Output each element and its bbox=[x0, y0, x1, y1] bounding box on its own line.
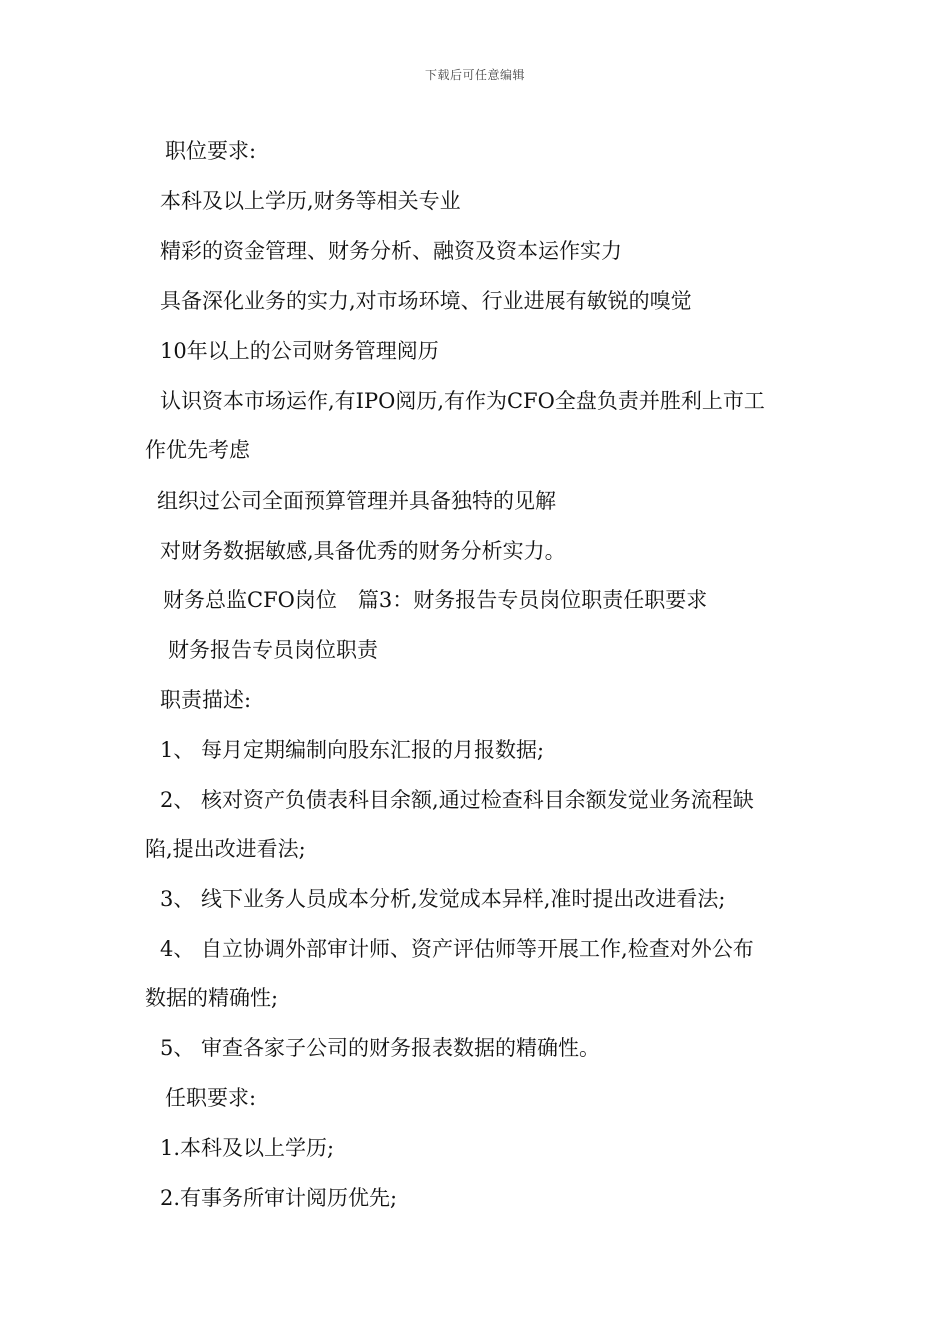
text-line: 1.本科及以上学历; bbox=[160, 1136, 335, 1160]
text-line: 财务总监CFO岗位 篇3：财务报告专员岗位职责任职要求 bbox=[163, 588, 708, 612]
text-line: 任职要求: bbox=[165, 1086, 257, 1110]
text-line: 陷,提出改进看法; bbox=[145, 837, 306, 861]
text-line: 本科及以上学历,财务等相关专业 bbox=[160, 189, 461, 213]
text-line: 认识资本市场运作,有IPO阅历,有作为CFO全盘负责并胜利上市工 bbox=[160, 389, 765, 413]
text-line: 4、 自立协调外部审计师、资产评估师等开展工作,检查对外公布 bbox=[160, 937, 754, 961]
text-line: 职责描述: bbox=[160, 688, 252, 712]
text-line: 2.有事务所审计阅历优先; bbox=[160, 1186, 398, 1210]
text-line: 1、 每月定期编制向股东汇报的月报数据; bbox=[160, 738, 545, 762]
text-line: 2、 核对资产负债表科目余额,通过检查科目余额发觉业务流程缺 bbox=[160, 788, 754, 812]
text-line: 具备深化业务的实力,对市场环境、行业进展有敏锐的嗅觉 bbox=[160, 289, 692, 313]
text-line: 职位要求: bbox=[165, 139, 257, 163]
text-line: 组织过公司全面预算管理并具备独特的见解 bbox=[157, 489, 556, 513]
page-header: 下载后可任意编辑 bbox=[424, 68, 525, 82]
text-line: 数据的精确性; bbox=[145, 986, 279, 1010]
text-line: 精彩的资金管理、财务分析、融资及资本运作实力 bbox=[160, 239, 622, 263]
text-line: 10年以上的公司财务管理阅历 bbox=[160, 339, 439, 363]
text-line: 3、 线下业务人员成本分析,发觉成本异样,准时提出改进看法; bbox=[160, 887, 726, 911]
text-line: 作优先考虑 bbox=[145, 438, 250, 462]
text-line: 5、 审查各家子公司的财务报表数据的精确性。 bbox=[160, 1036, 601, 1060]
text-line: 对财务数据敏感,具备优秀的财务分析实力。 bbox=[160, 539, 566, 563]
text-line: 财务报告专员岗位职责 bbox=[168, 638, 378, 662]
